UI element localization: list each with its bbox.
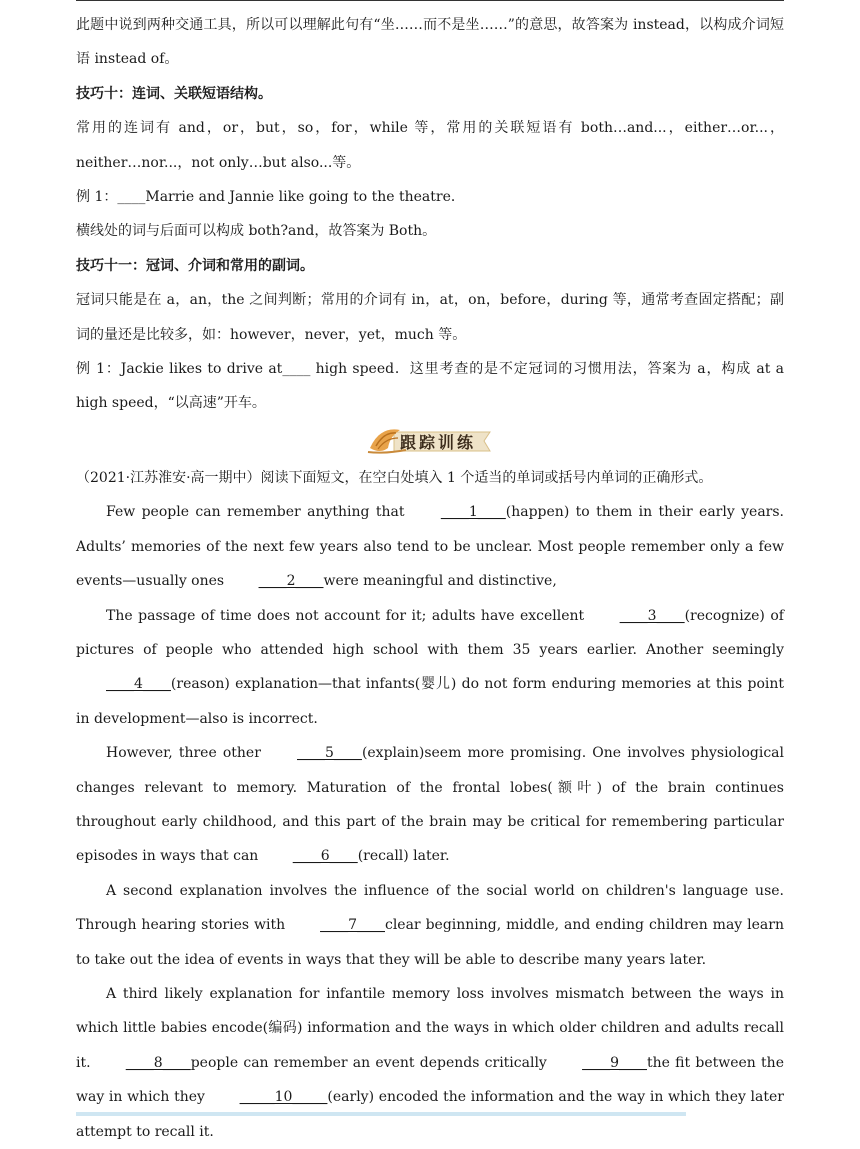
passage-text: The passage of time does not account for it; adults have excellent — [106, 607, 590, 624]
passage-text: (recall) later. — [357, 848, 450, 865]
blank-3: ____3____ — [619, 607, 685, 624]
blank-8: ____8____ — [125, 1054, 191, 1071]
blank-4: ____4____ — [106, 676, 171, 693]
passage-text: (recognize) of pictures of people who attended high school with them 35 years earlier. Another seemingly — [76, 607, 784, 658]
tip11-example — [76, 352, 784, 421]
passage-text: people can remember an event depends critically — [190, 1054, 553, 1071]
example-sentence: Marrie and Jannie like going to the theatre． — [145, 189, 465, 206]
passage-text: (explain)seem more promising. One involves physiological changes relevant to memory. Maturation of the frontal lobes(额叶) of the brain continues throughout early childhood, and this part of the brain may be critical for remembering particular episodes in ways that can — [76, 745, 784, 865]
example-blank: ____ — [282, 361, 311, 378]
blank-10: _____10_____ — [239, 1089, 328, 1106]
section-badge-row — [76, 421, 784, 461]
tip10-description: 常用的连词有 and，or，but，so，for，while 等，常用的关联短语有 both…and...，either…or...，neither…nor...，not only…but also...等。 — [76, 120, 784, 171]
example-text-a: 例 1：Jackie likes to drive at — [76, 361, 283, 378]
tip10-explanation: 横线处的词与后面可以构成 both?and，故答案为 Both。 — [76, 223, 437, 240]
badge-label: 跟踪训练 — [400, 432, 477, 452]
intro-paragraph: 此题中说到两种交通工具，所以可以理解此句有“坐……而不是坐……”的意思，故答案为 instead，以构成介词短语 instead of。 — [76, 17, 784, 68]
passage-paragraph-5 — [76, 977, 784, 1149]
blank-7: ____7____ — [320, 917, 385, 934]
blank-6: ____6____ — [292, 848, 358, 865]
blank-5: ____5____ — [297, 745, 362, 762]
passage-paragraph-2 — [76, 599, 784, 737]
practice-badge — [366, 424, 494, 458]
passage-text: Few people can remember anything that — [106, 504, 411, 521]
tip11-heading: 技巧十一：冠词、介词和常用的副词。 — [76, 257, 314, 274]
example-prefix: 例 1： — [76, 189, 118, 206]
passage-text: A third likely explanation for infantile memory loss involves mismatch between the ways in which little babies encode(编码) information and the ways in which older children and adults recall it. — [76, 985, 784, 1071]
tip10-heading: 技巧十：连词、关联短语结构。 — [76, 85, 272, 102]
blank-9: ____9____ — [582, 1054, 647, 1071]
passage-paragraph-3 — [76, 736, 784, 874]
passage-text: However, three other — [106, 745, 268, 762]
passage-text: (reason) explanation—that infants(婴儿) do not form enduring memories at this point in development—also is incorrect. — [76, 676, 784, 727]
blank-1: ____1____ — [440, 504, 506, 521]
exercise-source: （2021·江苏淮安·高一期中）阅读下面短文，在空白处填入 1 个适当的单词或括号内单词的正确形式。 — [76, 469, 713, 486]
top-divider — [76, 0, 784, 1]
tip10-example — [76, 180, 784, 214]
passage-text: (early) encoded the information and the way in which they later attempt to recall it. — [76, 1089, 784, 1140]
passage-text: were meaningful and distinctive, — [323, 573, 557, 590]
blank-2: ____2____ — [258, 573, 324, 590]
passage-text: (happen) to them in their early years. Adults’ memories of the next few years also tend to be unclear. Most people remember only a few events—usually ones — [76, 504, 784, 590]
passage-paragraph-1 — [76, 495, 784, 598]
passage-text: clear beginning, middle, and ending children may learn to take out the idea of events in ways that they will be able to describe many years later. — [76, 917, 784, 968]
example-text-b: high speed．这里考查的是不定冠词的习惯用法，答案为 a，构成 at a high speed，“以高速”开车。 — [76, 361, 785, 412]
tip11-description: 冠词只能是在 a，an，the 之间判断；常用的介词有 in，at，on，before，during 等，通常考查固定搭配；副词的量还是比较多，如：however，never，yet，much 等。 — [76, 292, 784, 343]
example-blank: ____ — [117, 189, 146, 206]
passage-text: A second explanation involves the influence of the social world on children's language use. Through hearing stories with — [76, 882, 784, 934]
document-content — [76, 8, 784, 1149]
passage-text: the fit between the way in which they — [76, 1054, 784, 1106]
footer-bar — [76, 1112, 686, 1116]
passage-paragraph-4 — [76, 874, 784, 977]
